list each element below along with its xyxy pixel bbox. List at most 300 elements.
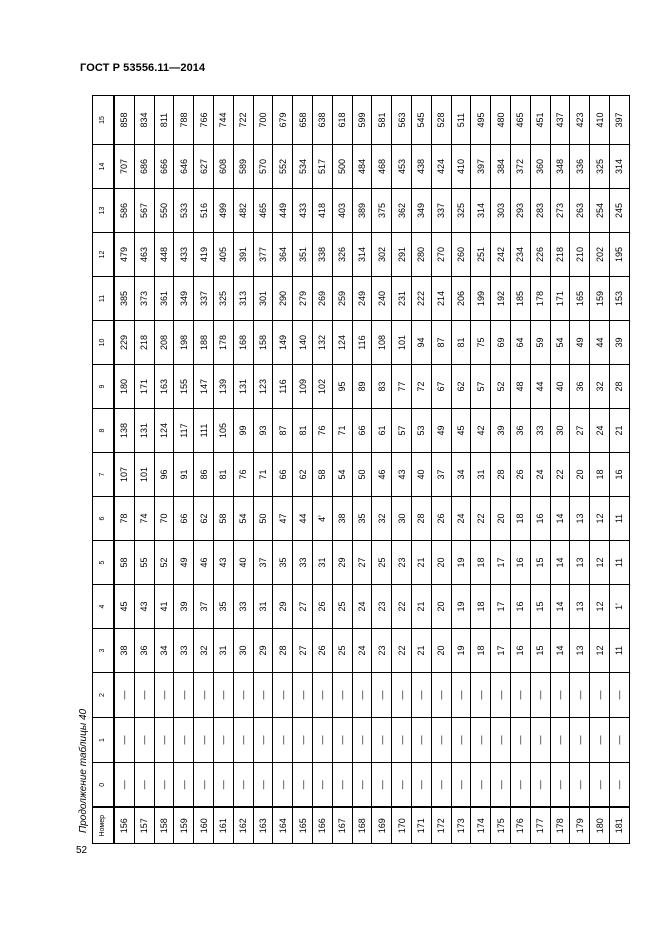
table-cell: 62 — [194, 497, 214, 541]
table-cell: 700 — [253, 96, 273, 145]
table-cell: 337 — [194, 277, 214, 321]
table-cell: 638 — [312, 96, 332, 145]
table-cell: — — [253, 718, 273, 763]
table-cell: 117 — [174, 409, 194, 453]
table-cell: 26 — [312, 585, 332, 629]
table-cell: 66 — [174, 497, 194, 541]
page-number: 52 — [76, 845, 88, 856]
table-cell: 24 — [352, 629, 372, 673]
table-cell: — — [194, 718, 214, 763]
table-cell: 23 — [392, 541, 412, 585]
table-cell: 58 — [213, 497, 233, 541]
table-cell: 627 — [194, 145, 214, 189]
table-cell: — — [233, 763, 253, 808]
row-number-cell: 172 — [431, 808, 451, 844]
table-cell: — — [609, 763, 629, 808]
table-cell: 11 — [609, 629, 629, 673]
table-cell: 17 — [491, 629, 511, 673]
table-cell: 448 — [154, 233, 174, 277]
table-cell: 49 — [431, 409, 451, 453]
table-cell: — — [451, 763, 471, 808]
table-cell: 28 — [491, 453, 511, 497]
table-cell: — — [233, 718, 253, 763]
table-cell: — — [293, 673, 313, 718]
table-cell: 33 — [174, 629, 194, 673]
table-row — [590, 96, 610, 844]
table-cell: 744 — [213, 96, 233, 145]
table-cell: — — [411, 718, 431, 763]
table-cell: 517 — [312, 145, 332, 189]
table-cell: 70 — [154, 497, 174, 541]
table-cell: 32 — [590, 365, 610, 409]
table-cell: 31 — [213, 629, 233, 673]
row-number-cell: 178 — [550, 808, 570, 844]
table-cell: 13 — [570, 497, 590, 541]
table-cell: 26 — [312, 629, 332, 673]
table-cell: 29 — [273, 585, 293, 629]
table-cell: 188 — [194, 321, 214, 365]
table-cell: 11 — [609, 497, 629, 541]
table-cell: 155 — [174, 365, 194, 409]
table-cell: 811 — [154, 96, 174, 145]
table-cell: 93 — [253, 409, 273, 453]
table-cell: 178 — [213, 321, 233, 365]
table-cell: 424 — [431, 145, 451, 189]
table-row — [392, 96, 412, 844]
row-number-cell: 177 — [530, 808, 550, 844]
table-cell: 48 — [510, 365, 530, 409]
table-cell: 168 — [233, 321, 253, 365]
table-cell: — — [114, 673, 134, 718]
table-cell: 132 — [312, 321, 332, 365]
table-cell: 81 — [451, 321, 471, 365]
table-cell: 449 — [273, 189, 293, 233]
table-cell: 71 — [253, 453, 273, 497]
row-number-cell: 169 — [372, 808, 392, 844]
table-cell: — — [213, 718, 233, 763]
table-cell: 45 — [451, 409, 471, 453]
table-cell: 360 — [530, 145, 550, 189]
table-cell: 64 — [510, 321, 530, 365]
table-cell: 35 — [213, 585, 233, 629]
table-cell: 32 — [194, 629, 214, 673]
table-cell: 39 — [609, 321, 629, 365]
table-cell: 59 — [530, 321, 550, 365]
row-number-cell: 166 — [312, 808, 332, 844]
table-cell: 44 — [530, 365, 550, 409]
table-cell: 40 — [411, 453, 431, 497]
table-cell: 36 — [134, 629, 154, 673]
table-cell: 423 — [570, 96, 590, 145]
table-row — [431, 96, 451, 844]
table-cell: 500 — [332, 145, 352, 189]
table-cell: 18 — [590, 453, 610, 497]
table-cell: 87 — [431, 321, 451, 365]
table-row — [154, 96, 174, 844]
table-cell: 77 — [392, 365, 412, 409]
table-cell: 373 — [134, 277, 154, 321]
table-cell: 54 — [550, 321, 570, 365]
table-cell: 58 — [312, 453, 332, 497]
table-cell: 14 — [550, 629, 570, 673]
table-cell: 20 — [491, 497, 511, 541]
table-cell: 391 — [233, 233, 253, 277]
table-cell: 608 — [213, 145, 233, 189]
table-cell: — — [451, 718, 471, 763]
table-cell: 499 — [213, 189, 233, 233]
table-cell: 22 — [392, 629, 412, 673]
row-number-cell: 167 — [332, 808, 352, 844]
table-cell: 49 — [570, 321, 590, 365]
table-cell: 21 — [609, 409, 629, 453]
table-cell: 337 — [431, 189, 451, 233]
column-header: 10 — [93, 321, 115, 365]
row-number-cell: 174 — [471, 808, 491, 844]
row-number-cell: 176 — [510, 808, 530, 844]
table-cell: 62 — [451, 365, 471, 409]
table-cell: 260 — [451, 233, 471, 277]
table-cell: 16 — [510, 541, 530, 585]
table-row — [491, 96, 511, 844]
table-cell: 325 — [451, 189, 471, 233]
row-number-cell: 158 — [154, 808, 174, 844]
table-cell: 495 — [471, 96, 491, 145]
table-cell: 18 — [471, 541, 491, 585]
table-cell: 210 — [570, 233, 590, 277]
table-cell: 410 — [451, 145, 471, 189]
table-cell: 38 — [114, 629, 134, 673]
table-cell: — — [411, 673, 431, 718]
table-cell: 41 — [154, 585, 174, 629]
table-cell: 27 — [352, 541, 372, 585]
table-cell: — — [332, 763, 352, 808]
table-cell: 34 — [154, 629, 174, 673]
table-cell: 39 — [491, 409, 511, 453]
table-row — [273, 96, 293, 844]
table-row — [194, 96, 214, 844]
table-cell: 131 — [233, 365, 253, 409]
table-row — [332, 96, 352, 844]
table-caption: Продолжение таблицы 40 — [78, 708, 89, 833]
table-cell: — — [174, 673, 194, 718]
table-cell: 24 — [590, 409, 610, 453]
table-cell: 1' — [609, 585, 629, 629]
table-cell: — — [273, 763, 293, 808]
table-cell: 397 — [471, 145, 491, 189]
table-cell: — — [352, 673, 372, 718]
table-cell: 69 — [491, 321, 511, 365]
table-cell: — — [491, 673, 511, 718]
table-cell: 105 — [213, 409, 233, 453]
table-cell: — — [392, 763, 412, 808]
table-cell: 108 — [372, 321, 392, 365]
table-cell: 30 — [233, 629, 253, 673]
table-cell: 35 — [273, 541, 293, 585]
row-number-cell: 163 — [253, 808, 273, 844]
table-cell: 23 — [372, 585, 392, 629]
table-cell: 33 — [530, 409, 550, 453]
table-cell: 123 — [253, 365, 273, 409]
table-cell: 28 — [411, 497, 431, 541]
table-cell: 36 — [570, 365, 590, 409]
table-cell: 171 — [134, 365, 154, 409]
table-cell: 214 — [431, 277, 451, 321]
table-cell: 465 — [253, 189, 273, 233]
table-cell: 40 — [233, 541, 253, 585]
table-cell: — — [609, 718, 629, 763]
table-cell: 326 — [332, 233, 352, 277]
table-cell: 102 — [312, 365, 332, 409]
table-cell: 479 — [114, 233, 134, 277]
table-row — [213, 96, 233, 844]
table-cell: 26 — [431, 497, 451, 541]
table-cell: 86 — [194, 453, 214, 497]
table-cell: 71 — [332, 409, 352, 453]
table-cell: 511 — [451, 96, 471, 145]
row-number-cell: 181 — [609, 808, 629, 844]
table-cell: 29 — [332, 541, 352, 585]
table-cell: 198 — [174, 321, 194, 365]
table-cell: 116 — [273, 365, 293, 409]
table-cell: — — [253, 673, 273, 718]
table-cell: 279 — [293, 277, 313, 321]
table-cell: 364 — [273, 233, 293, 277]
row-number-cell: 159 — [174, 808, 194, 844]
table-cell: — — [194, 673, 214, 718]
table-cell: — — [114, 718, 134, 763]
table-cell: 99 — [233, 409, 253, 453]
table-cell: 293 — [510, 189, 530, 233]
table-header-row — [93, 96, 115, 844]
table-cell: 465 — [510, 96, 530, 145]
table-cell: — — [590, 763, 610, 808]
table-cell: 81 — [293, 409, 313, 453]
table-cell: 37 — [253, 541, 273, 585]
table-cell: 349 — [411, 189, 431, 233]
row-number-cell: 170 — [392, 808, 412, 844]
table-cell: — — [114, 763, 134, 808]
table-cell: 76 — [233, 453, 253, 497]
table-cell: 418 — [312, 189, 332, 233]
document-title: ГОСТ Р 53556.11—2014 — [80, 62, 206, 74]
table-cell: 21 — [411, 585, 431, 629]
table-cell: 22 — [392, 585, 412, 629]
row-number-cell: 161 — [213, 808, 233, 844]
table-cell: — — [411, 763, 431, 808]
table-cell: 336 — [570, 145, 590, 189]
table-cell: 361 — [154, 277, 174, 321]
table-cell: 273 — [550, 189, 570, 233]
table-cell: 410 — [590, 96, 610, 145]
table-cell: 27 — [293, 629, 313, 673]
table-cell: 192 — [491, 277, 511, 321]
table-cell: 57 — [471, 365, 491, 409]
table-cell: 107 — [114, 453, 134, 497]
table-cell: 451 — [530, 96, 550, 145]
table-cell: 89 — [352, 365, 372, 409]
table-cell: — — [392, 718, 412, 763]
column-header: Номер — [93, 808, 115, 844]
table-cell: 21 — [411, 629, 431, 673]
column-header: 8 — [93, 409, 115, 453]
table-cell: — — [550, 718, 570, 763]
table-cell: 251 — [471, 233, 491, 277]
table-cell: 385 — [114, 277, 134, 321]
table-cell: 686 — [134, 145, 154, 189]
table-cell: 139 — [213, 365, 233, 409]
table-cell: — — [273, 673, 293, 718]
table-cell: 351 — [293, 233, 313, 277]
table-cell: 26 — [510, 453, 530, 497]
table-cell: 13 — [570, 629, 590, 673]
table-cell: 24 — [530, 453, 550, 497]
table-cell: 50 — [253, 497, 273, 541]
table-cell: 58 — [114, 541, 134, 585]
table-cell: 16 — [530, 497, 550, 541]
table-cell: 94 — [411, 321, 431, 365]
table-cell: — — [510, 673, 530, 718]
table-cell: 37 — [431, 453, 451, 497]
table-row — [134, 96, 154, 844]
table-cell: 163 — [154, 365, 174, 409]
table-cell: 405 — [213, 233, 233, 277]
table-cell: — — [213, 763, 233, 808]
table-row — [114, 96, 134, 844]
table-cell: — — [431, 763, 451, 808]
table-cell: 21 — [411, 541, 431, 585]
table-cell: — — [471, 673, 491, 718]
table-cell: 20 — [431, 629, 451, 673]
table-cell: 16 — [510, 585, 530, 629]
table-cell: 314 — [471, 189, 491, 233]
table-cell: 533 — [174, 189, 194, 233]
table-cell: 37 — [194, 585, 214, 629]
table-cell: 22 — [471, 497, 491, 541]
table-cell: 96 — [154, 453, 174, 497]
table-cell: — — [530, 673, 550, 718]
table-cell: 18 — [510, 497, 530, 541]
table-cell: 57 — [392, 409, 412, 453]
table-cell: 78 — [114, 497, 134, 541]
table-cell: 679 — [273, 96, 293, 145]
table-cell: 218 — [134, 321, 154, 365]
table-cell: 49 — [174, 541, 194, 585]
table-cell: 24 — [352, 585, 372, 629]
table-cell: 195 — [609, 233, 629, 277]
table-cell: 218 — [550, 233, 570, 277]
table-row — [293, 96, 313, 844]
table-cell: — — [590, 718, 610, 763]
table-cell: 138 — [114, 409, 134, 453]
table-cell: — — [372, 763, 392, 808]
table-cell: 12 — [590, 585, 610, 629]
table-cell: — — [312, 718, 332, 763]
table-cell: 325 — [213, 277, 233, 321]
table-cell: 44 — [293, 497, 313, 541]
table-cell: 20 — [431, 541, 451, 585]
table-cell: 124 — [154, 409, 174, 453]
column-header: 4 — [93, 585, 115, 629]
column-header: 7 — [93, 453, 115, 497]
table-cell: — — [609, 673, 629, 718]
table-cell: 528 — [431, 96, 451, 145]
table-cell: 55 — [134, 541, 154, 585]
table-cell: 618 — [332, 96, 352, 145]
table-cell: 397 — [609, 96, 629, 145]
table-cell: 13 — [570, 541, 590, 585]
table-cell: — — [273, 718, 293, 763]
table-cell: 16 — [510, 629, 530, 673]
table-cell: 27 — [570, 409, 590, 453]
table-cell: 389 — [352, 189, 372, 233]
row-number-cell: 164 — [273, 808, 293, 844]
table-cell: 534 — [293, 145, 313, 189]
table-cell: 185 — [510, 277, 530, 321]
table-cell: — — [590, 673, 610, 718]
column-header: 13 — [93, 189, 115, 233]
table-cell: 66 — [273, 453, 293, 497]
table-cell: — — [352, 718, 372, 763]
table-cell: 22 — [550, 453, 570, 497]
table-cell: 31 — [471, 453, 491, 497]
table-cell: 377 — [253, 233, 273, 277]
table-cell: 12 — [590, 497, 610, 541]
table-cell: 131 — [134, 409, 154, 453]
table-cell: — — [530, 763, 550, 808]
table-row — [372, 96, 392, 844]
table-cell: 111 — [194, 409, 214, 453]
column-header: 15 — [93, 96, 115, 145]
table-cell: — — [431, 718, 451, 763]
table-cell: 314 — [609, 145, 629, 189]
table-cell: 74 — [134, 497, 154, 541]
table-cell: 484 — [352, 145, 372, 189]
table-cell: 36 — [510, 409, 530, 453]
table-cell: 39 — [174, 585, 194, 629]
column-header: 12 — [93, 233, 115, 277]
table-cell: — — [253, 763, 273, 808]
table-cell: — — [352, 763, 372, 808]
table-cell: 13 — [570, 585, 590, 629]
table-cell: 259 — [332, 277, 352, 321]
table-cell: — — [134, 763, 154, 808]
table-cell: — — [372, 718, 392, 763]
column-header: 5 — [93, 541, 115, 585]
table-cell: 61 — [372, 409, 392, 453]
table-cell: 54 — [233, 497, 253, 541]
table-cell: — — [154, 718, 174, 763]
table-cell: 124 — [332, 321, 352, 365]
table-cell: 45 — [114, 585, 134, 629]
column-header: 11 — [93, 277, 115, 321]
column-header: 1 — [93, 718, 115, 763]
table-cell: 231 — [392, 277, 412, 321]
table-cell: — — [530, 718, 550, 763]
table-cell: 581 — [372, 96, 392, 145]
table-row — [510, 96, 530, 844]
table-cell: 229 — [114, 321, 134, 365]
table-cell: 15 — [530, 541, 550, 585]
table-cell: 11 — [609, 541, 629, 585]
table-cell: — — [510, 763, 530, 808]
table-cell: 44 — [590, 321, 610, 365]
table-cell: 25 — [332, 629, 352, 673]
table-cell: — — [174, 763, 194, 808]
table-cell: 43 — [392, 453, 412, 497]
table-cell: 254 — [590, 189, 610, 233]
table-cell: 109 — [293, 365, 313, 409]
table-cell: — — [431, 673, 451, 718]
